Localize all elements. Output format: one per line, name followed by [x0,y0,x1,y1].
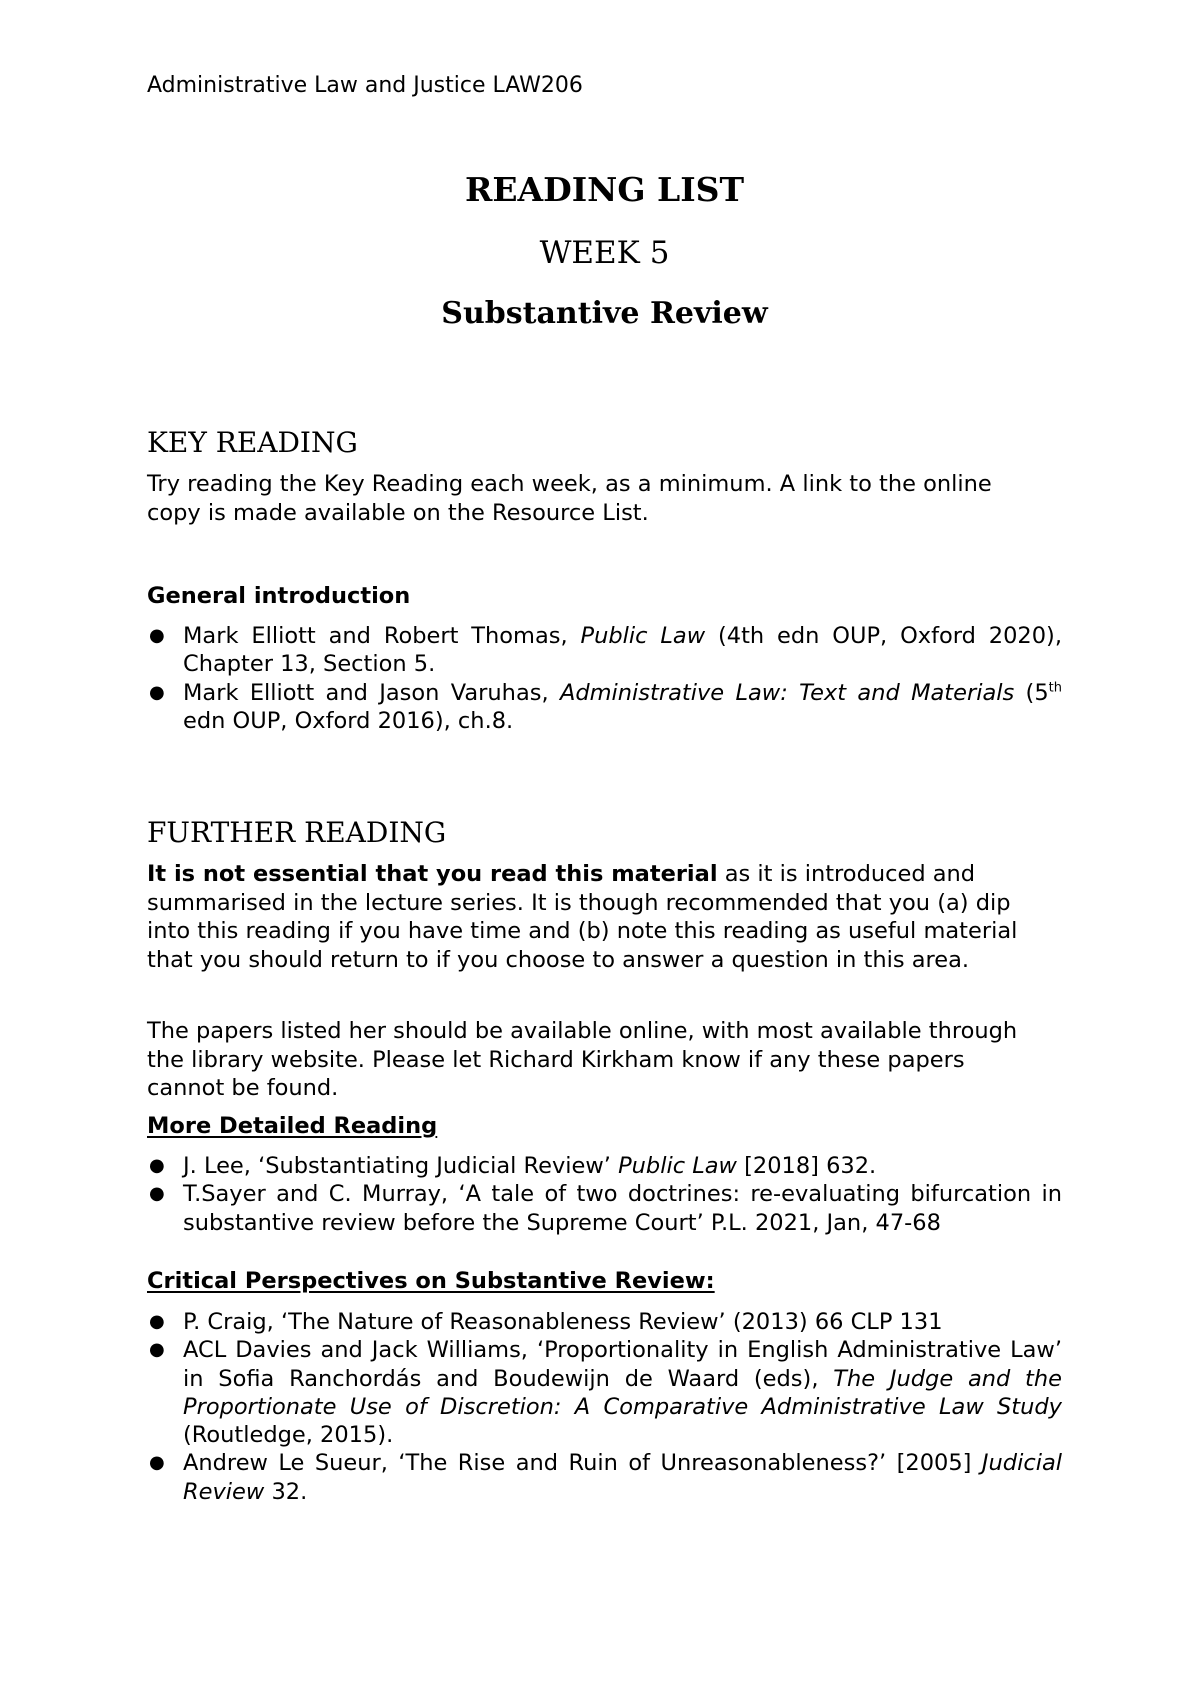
more-detailed-reading-heading: More Detailed Reading [147,1113,438,1139]
key-reading-heading: KEY READING [147,426,358,459]
document-page [147,0,1062,1698]
bullet-icon: ● [149,681,165,703]
document-title: READING LIST [464,170,745,209]
bullet-icon: ● [149,1155,165,1176]
citation-text: Mark Elliott and Robert Thomas, [183,623,581,649]
bullet-icon: ● [149,625,165,646]
more-detailed-reading-list [147,1152,1062,1237]
citation-text: T.Sayer and C. Murray, ‘A tale of two doctrines: re-evaluating bifurcation in substantive review before the Supreme Court’ P.L. 2021, Jan, 47-68 [183,1181,1062,1236]
critical-perspectives-heading: Critical Perspectives on Substantive Review: [147,1268,715,1294]
bullet-icon: ● [149,1183,165,1205]
further-reading-intro-text: as it is introduced and summarised in the lecture series. It is though recommended that you (a) dip into this reading if you have time and (b) note this reading as useful material that you should return to if you choose to answer a question in this area. [147,861,1018,973]
list-item [147,1152,1062,1180]
citation-title: Administrative Law: Text and Materials [559,679,1015,706]
further-reading-intro [147,860,1047,974]
list-item [147,679,1062,736]
citation-title: Public Law [580,623,706,649]
general-introduction-list [147,622,1062,735]
citation-title: Judicial Review [183,1450,1062,1505]
topic-title: Substantive Review [441,296,768,331]
citation-title: The Judge and the Proportionate Use of Discretion: A Comparative Administrative Law Study [183,1365,1062,1420]
list-item [147,1336,1062,1449]
citation-text: P. Craig, ‘The Nature of Reasonableness Review’ (2013) 66 CLP 131 [183,1309,943,1335]
citation-text: (4th edn OUP, Oxford 2020), Chapter 13, Section 5. [183,623,1062,678]
citation-text: J. Lee, ‘Substantiating Judicial Review’ [183,1153,619,1179]
further-reading-emphasis: It is not essential that you read this material [147,861,718,887]
citation-text: ACL Davies and Jack Williams, ‘Proportionality in English Administrative Law’ in Sofia Ranchordás and Boudewijn de Waard (eds), [183,1337,1062,1392]
bullet-icon: ● [149,1339,165,1361]
citation-text: [2018] 632. [736,1153,877,1179]
list-item [147,622,1062,679]
citation-text: (Routledge, 2015). [183,1422,394,1449]
citation-text: (5 [1014,679,1049,706]
course-header: Administrative Law and Justice LAW206 [147,73,583,98]
bullet-icon: ● [149,1311,165,1332]
edition-superscript: th [1048,680,1062,696]
week-label: WEEK 5 [539,235,670,271]
list-item [147,1308,1062,1336]
further-reading-heading: FURTHER READING [147,816,447,849]
citation-text: 32. [264,1478,308,1505]
key-reading-intro: Try reading the Key Reading each week, as a minimum. A link to the online copy is made available on the Resource List. [147,471,992,526]
citation-text: Andrew Le Sueur, ‘The Rise and Ruin of Unreasonableness?’ [2005] [183,1450,982,1477]
citation-title: Public Law [618,1153,737,1179]
list-item [147,1180,1062,1237]
citation-text: Mark Elliott and Jason Varuhas, [183,679,560,706]
further-reading-note: The papers listed her should be available online, with most available through the library website. Please let Richard Kirkham know if any these papers cannot be found. [147,1018,1018,1101]
general-introduction-heading: General introduction [147,583,411,609]
citation-text: edn OUP, Oxford 2016), ch.8. [183,707,514,734]
critical-perspectives-list [147,1308,1062,1506]
list-item [147,1449,1062,1506]
bullet-icon: ● [149,1452,165,1474]
